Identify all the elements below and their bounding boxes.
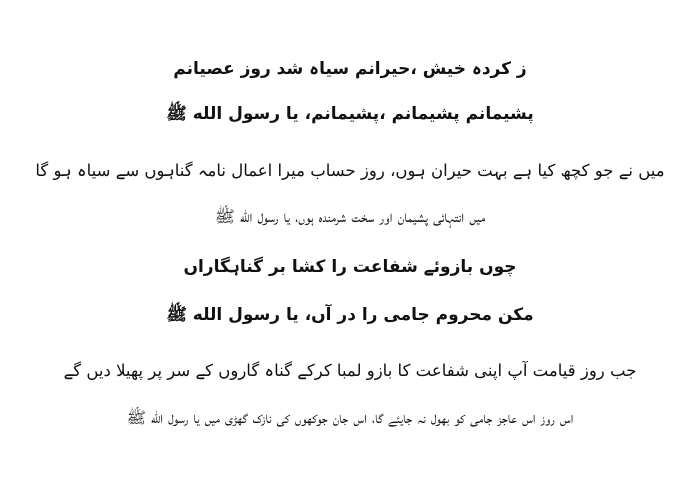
persian-verse-2-line-1: چوں بازوئے شفاعت را کشا بر گناہگاراں bbox=[183, 257, 517, 277]
persian-verse-1-line-2: پشیمانم پشیمانم ،پشیمانم، یا رسول الله ﷺ bbox=[166, 104, 534, 124]
urdu-translation-2-line-1: جب روز قیامت آپ اپنی شفاعت کا بازو لمبا کرکے گناہ گاروں کے سر پر پھیلا دیں گے bbox=[63, 361, 637, 380]
persian-verse-1-line-1: ز کردہ خیش ،حیرانم سیاہ شد روز عصیانم bbox=[173, 59, 527, 79]
urdu-translation-2-line-2: اس روز اس عاجز جامی کو بھول نہ جایئے گا، اس جان جوکھوں کی نازک گھڑی میں یا رسول الله ﷺ bbox=[126, 408, 574, 427]
persian-verse-2-line-2: مکن محروم جامی را در آں، یا رسول الله ﷺ bbox=[166, 305, 534, 325]
urdu-translation-1-line-2: میں انتہائی پشیمان اور سخت شرمندہ ہوں، یا رسول الله ﷺ bbox=[214, 207, 486, 226]
urdu-translation-1-line-1: میں نے جو کچھ کیا ہے بہت حیران ہوں، روز حساب میرا اعمال نامہ گناہوں سے سیاہ ہو گا bbox=[35, 161, 665, 180]
